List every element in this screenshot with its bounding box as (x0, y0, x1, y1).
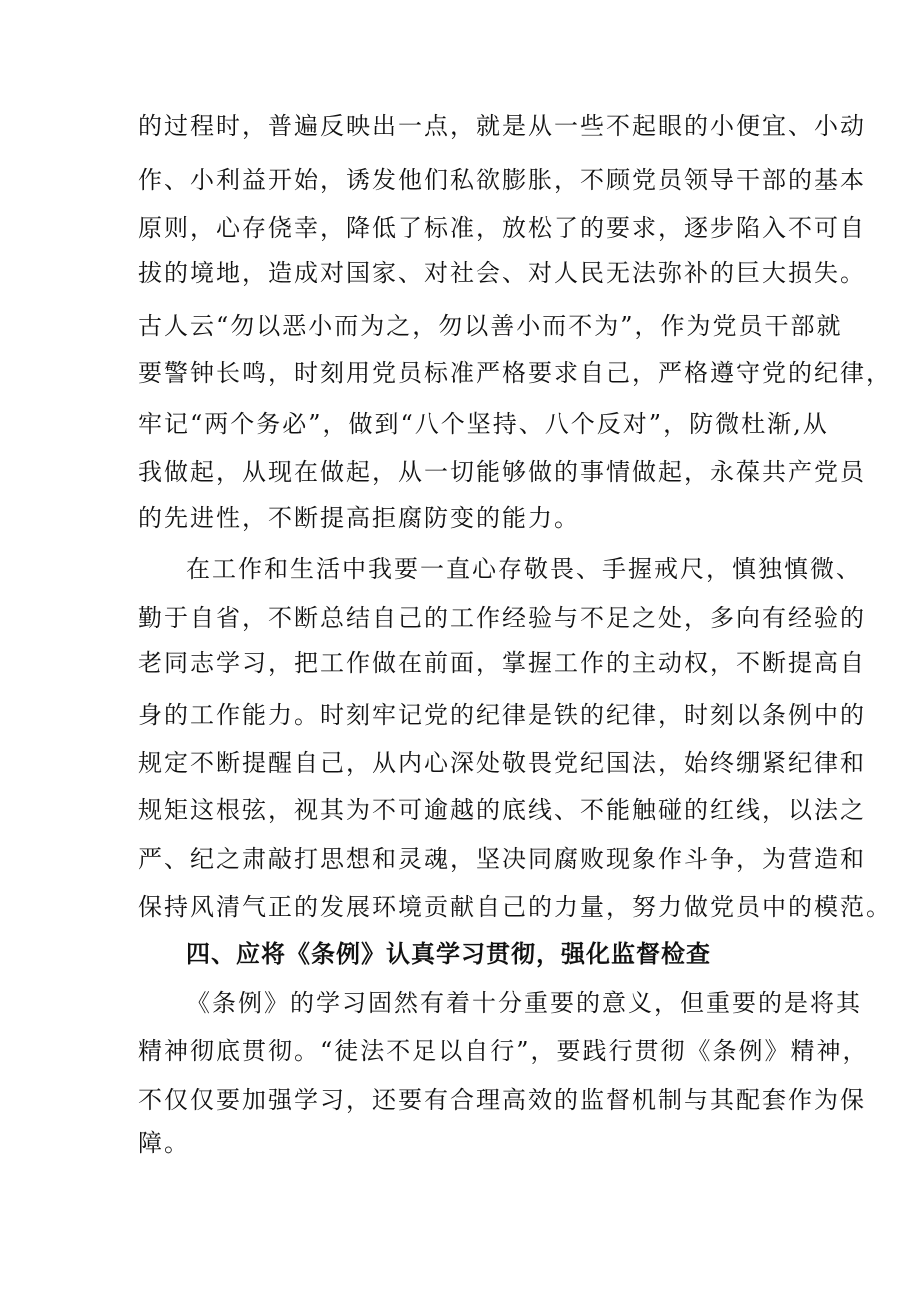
paragraph-1-line-8: 我做起，从现在做起，从一切能够做的事情做起，永葆共产党员 (138, 458, 866, 486)
paragraph-1-line-9: 的先进性，不断提高拒腐防变的能力。 (138, 504, 580, 532)
paragraph-2-line-6: 规矩这根弦，视其为不可逾越的底线、不能触碰的红线，以法之 (138, 796, 866, 824)
paragraph-2-line-8: 保持风清气正的发展环境贡献自己的力量，努力做党员中的模范。 (138, 893, 892, 921)
paragraph-2-line-3: 老同志学习，把工作做在前面，掌握工作的主动权，不断提高自 (138, 649, 866, 677)
paragraph-1-line-1: 的过程时，普遍反映出一点，就是从一些不起眼的小便宜、小动 (138, 112, 866, 140)
paragraph-3-line-3: 不仅仅要加强学习，还要有合理高效的监督机制与其配套作为保 (138, 1086, 866, 1114)
paragraph-1-line-5: 古人云“勿以恶小而为之，勿以善小而不为”，作为党员干部就 (138, 312, 843, 340)
paragraph-1-line-6: 要警钟长鸣，时刻用党员标准严格要求自己，严格遵守党的纪律， (138, 359, 892, 387)
paragraph-2-line-5: 规定不断提醒自己，从内心深处敬畏党纪国法，始终绷紧纪律和 (138, 749, 866, 777)
paragraph-2-line-4: 身的工作能力。时刻牢记党的纪律是铁的纪律，时刻以条例中的 (138, 701, 866, 729)
paragraph-3-line-4: 障。 (138, 1129, 190, 1157)
section-heading: 四、应将《条例》认真学习贯彻，强化监督检查 (186, 940, 711, 968)
paragraph-1-line-2: 作、小利益开始，诱发他们私欲膨胀，不顾党员领导干部的基本 (138, 166, 866, 194)
paragraph-1-line-4: 拔的境地，造成对国家、对社会、对人民无法弥补的巨大损失。 (138, 259, 866, 287)
paragraph-1-line-7: 牢记“两个务必”，做到“八个坚持、八个反对”，防微杜渐,从 (138, 410, 829, 438)
paragraph-1-line-3: 原则，心存侥幸，降低了标准，放松了的要求，逐步陷入不可自 (138, 214, 866, 242)
paragraph-2-line-1: 在工作和生活中我要一直心存敬畏、手握戒尺，慎独慎微、 (186, 555, 862, 583)
paragraph-2-line-7: 严、纪之肃敲打思想和灵魂，坚决同腐败现象作斗争，为营造和 (138, 845, 866, 873)
paragraph-3-line-1: 《条例》的学习固然有着十分重要的意义，但重要的是将其 (186, 989, 862, 1017)
paragraph-2-line-2: 勤于自省，不断总结自己的工作经验与不足之处，多向有经验的 (138, 604, 866, 632)
paragraph-3-line-2: 精神彻底贯彻。“徒法不足以自行”，要践行贯彻《条例》精神， (138, 1037, 869, 1065)
